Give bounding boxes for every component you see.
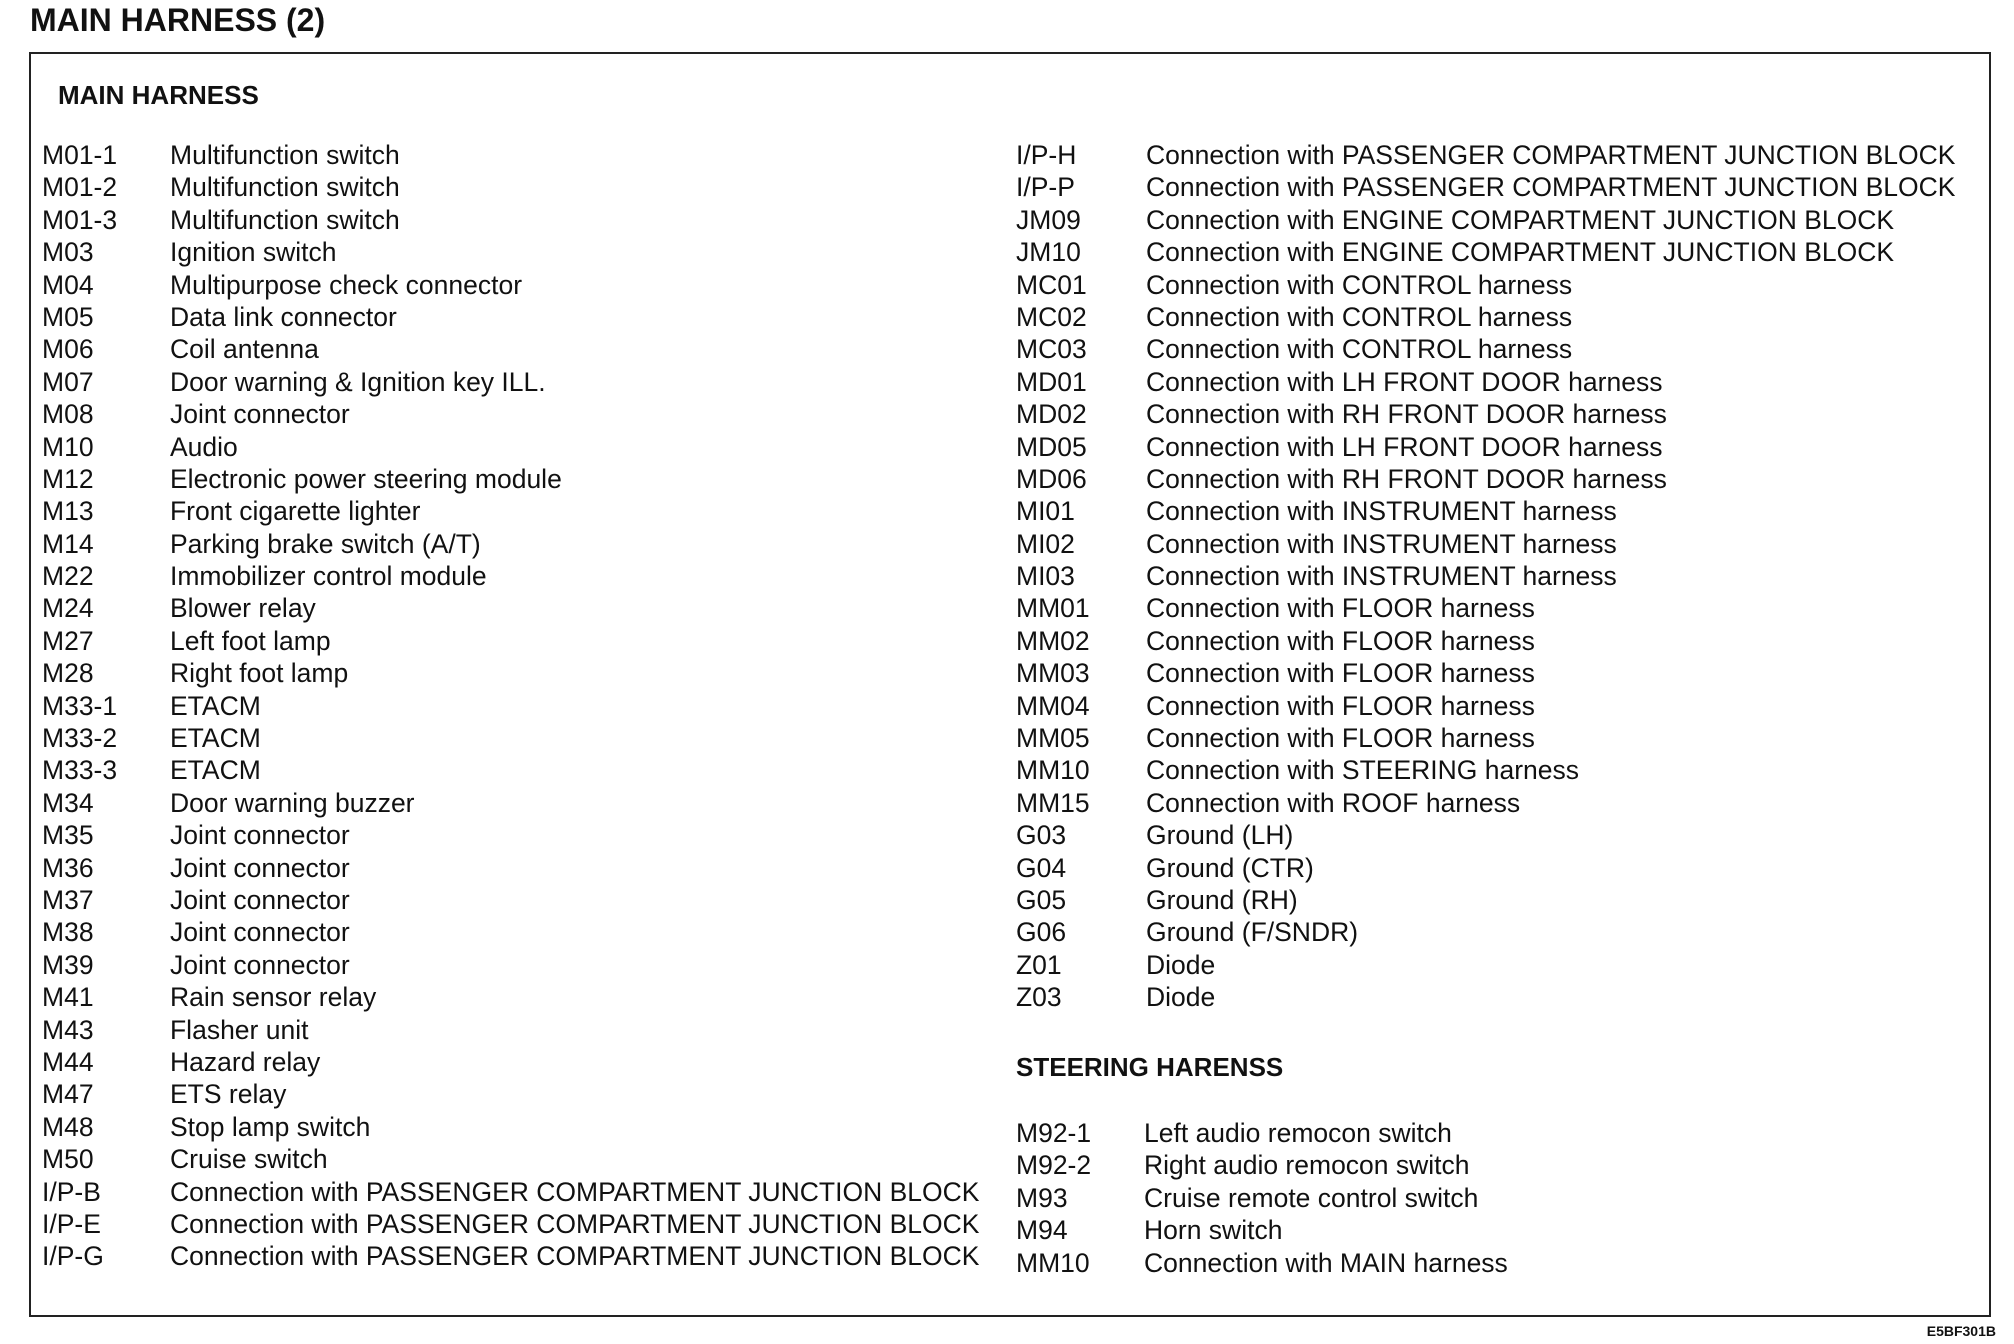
connector-code: M14 (42, 528, 94, 559)
connector-description: Multifunction switch (170, 172, 400, 203)
connector-code: M92-1 (1016, 1118, 1092, 1148)
connector-code: Z01 (1016, 949, 1062, 980)
connector-description: Connection with ENGINE COMPARTMENT JUNCTION BLOCK (1146, 204, 1895, 235)
connector-row (1016, 884, 1986, 916)
connector-description: Connection with CONTROL harness (1146, 334, 1573, 365)
connector-code: M07 (42, 366, 94, 397)
connector-row (42, 269, 1002, 301)
connector-description: Connection with LH FRONT DOOR harness (1146, 366, 1663, 397)
connector-code: MM10 (1016, 1247, 1090, 1278)
connector-code: M03 (42, 237, 94, 268)
connector-code: M94 (1016, 1215, 1068, 1246)
connector-code: M33-1 (42, 690, 118, 721)
connector-row (1016, 949, 1986, 981)
connector-row (42, 301, 1002, 333)
main-harness-list-right (1016, 139, 1986, 1014)
connector-code: MC01 (1016, 269, 1087, 300)
connector-code: M06 (42, 334, 94, 365)
connector-code: I/P-P (1016, 172, 1075, 203)
connector-row (1016, 754, 1986, 786)
connector-code: M37 (42, 884, 94, 915)
connector-description: Connection with MAIN harness (1144, 1247, 1508, 1278)
connector-description: Door warning & Ignition key ILL. (170, 366, 546, 397)
connector-description: Connection with FLOOR harness (1146, 690, 1535, 721)
connector-code: M33-2 (42, 723, 118, 754)
connector-row (42, 852, 1002, 884)
connector-code: M39 (42, 949, 94, 980)
connector-code: M04 (42, 269, 94, 300)
connector-row (42, 139, 1002, 171)
connector-code: M22 (42, 561, 94, 592)
connector-description: Connection with STEERING harness (1146, 755, 1580, 786)
connector-description: Connection with FLOOR harness (1146, 723, 1535, 754)
connector-description: Connection with PASSENGER COMPARTMENT JUNCTION BLOCK (1146, 172, 1956, 203)
connector-code: M24 (42, 593, 94, 624)
connector-description: Left audio remocon switch (1144, 1118, 1452, 1148)
connector-description: Joint connector (170, 399, 350, 430)
connector-description: Coil antenna (170, 334, 319, 365)
connector-code: M13 (42, 496, 94, 527)
connector-code: MM02 (1016, 625, 1090, 656)
connector-row (1016, 981, 1986, 1013)
connector-description: Ground (RH) (1146, 884, 1298, 915)
connector-row (42, 657, 1002, 689)
connector-row (42, 236, 1002, 268)
connector-row (1016, 852, 1986, 884)
connector-row (1016, 560, 1986, 592)
connector-description: ETACM (170, 755, 261, 786)
connector-row (1016, 1182, 1716, 1214)
connector-code: M92-2 (1016, 1150, 1092, 1181)
connector-row (1016, 1149, 1716, 1181)
connector-code: M12 (42, 463, 94, 494)
connector-description: Right foot lamp (170, 658, 349, 689)
connector-description: Joint connector (170, 820, 350, 851)
connector-description: Hazard relay (170, 1046, 321, 1077)
connector-row (1016, 592, 1986, 624)
connector-description: ETS relay (170, 1079, 287, 1110)
connector-description: Connection with PASSENGER COMPARTMENT JUNCTION BLOCK (170, 1208, 980, 1239)
connector-row (1016, 690, 1986, 722)
connector-code: M08 (42, 399, 94, 430)
connector-row (1016, 366, 1986, 398)
page-title: MAIN HARNESS (2) (30, 2, 326, 38)
connector-description: Stop lamp switch (170, 1111, 371, 1142)
connector-row (42, 722, 1002, 754)
connector-row (1016, 431, 1986, 463)
connector-description: Data link connector (170, 301, 397, 332)
connector-row (42, 884, 1002, 916)
connector-row (1016, 1214, 1716, 1246)
connector-description: Multifunction switch (170, 140, 400, 170)
connector-description: Parking brake switch (A/T) (170, 528, 481, 559)
connector-code: MD06 (1016, 463, 1087, 494)
connector-description: Blower relay (170, 593, 316, 624)
connector-code: MM01 (1016, 593, 1090, 624)
connector-description: Connection with CONTROL harness (1146, 301, 1573, 332)
connector-row (1016, 657, 1986, 689)
connector-description: Ignition switch (170, 237, 337, 268)
connector-row (42, 1014, 1002, 1046)
connector-row (1016, 463, 1986, 495)
connector-code: I/P-B (42, 1176, 101, 1207)
connector-code: M48 (42, 1111, 94, 1142)
connector-description: Connection with FLOOR harness (1146, 625, 1535, 656)
connector-code: M28 (42, 658, 94, 689)
connector-row (1016, 819, 1986, 851)
connector-code: MD02 (1016, 399, 1087, 430)
connector-description: Joint connector (170, 852, 350, 883)
connector-row (42, 592, 1002, 624)
connector-description: Multifunction switch (170, 204, 400, 235)
connector-code: M01-3 (42, 204, 118, 235)
connector-row (42, 916, 1002, 948)
connector-description: Connection with INSTRUMENT harness (1146, 528, 1617, 559)
main-harness-list-left (42, 139, 1002, 1273)
connector-code: M35 (42, 820, 94, 851)
connector-description: Left foot lamp (170, 625, 331, 656)
connector-code: M33-3 (42, 755, 118, 786)
connector-code: MC03 (1016, 334, 1087, 365)
connector-code: MC02 (1016, 301, 1087, 332)
connector-row (42, 398, 1002, 430)
connector-row (42, 1111, 1002, 1143)
connector-code: G05 (1016, 884, 1067, 915)
connector-description: Connection with RH FRONT DOOR harness (1146, 463, 1667, 494)
connector-description: Rain sensor relay (170, 982, 377, 1013)
connector-description: Cruise switch (170, 1144, 328, 1175)
connector-row (42, 754, 1002, 786)
connector-description: Connection with ROOF harness (1146, 787, 1521, 818)
connector-code: I/P-H (1016, 140, 1077, 170)
connector-code: MD05 (1016, 431, 1087, 462)
connector-row (1016, 398, 1986, 430)
connector-row (42, 463, 1002, 495)
connector-description: Connection with FLOOR harness (1146, 593, 1535, 624)
connector-description: ETACM (170, 690, 261, 721)
connector-description: Front cigarette lighter (170, 496, 421, 527)
connector-description: Joint connector (170, 884, 350, 915)
connector-description: Connection with ENGINE COMPARTMENT JUNCTION BLOCK (1146, 237, 1895, 268)
connector-description: Door warning buzzer (170, 787, 415, 818)
connector-description: Connection with PASSENGER COMPARTMENT JUNCTION BLOCK (170, 1241, 980, 1272)
connector-row (42, 625, 1002, 657)
figure-code: E5BF301B (1926, 1323, 1996, 1339)
connector-row (1016, 1247, 1716, 1279)
connector-row (42, 495, 1002, 527)
connector-description: Diode (1146, 982, 1216, 1013)
connector-row (42, 171, 1002, 203)
connector-code: JM09 (1016, 204, 1081, 235)
connector-description: Joint connector (170, 949, 350, 980)
connector-row (42, 981, 1002, 1013)
connector-code: MM03 (1016, 658, 1090, 689)
connector-description: Multipurpose check connector (170, 269, 523, 300)
connector-row (1016, 139, 1986, 171)
connector-code: I/P-G (42, 1241, 104, 1272)
connector-description: Connection with INSTRUMENT harness (1146, 496, 1617, 527)
connector-code: M34 (42, 787, 94, 818)
connector-description: Connection with INSTRUMENT harness (1146, 561, 1617, 592)
connector-row (42, 690, 1002, 722)
connector-code: MI02 (1016, 528, 1075, 559)
connector-code: G03 (1016, 820, 1067, 851)
connector-row (42, 366, 1002, 398)
connector-description: Cruise remote control switch (1144, 1182, 1479, 1213)
connector-description: Ground (F/SNDR) (1146, 917, 1359, 948)
connector-code: M36 (42, 852, 94, 883)
connector-row (42, 1046, 1002, 1078)
connector-code: Z03 (1016, 982, 1062, 1013)
connector-code: M41 (42, 982, 94, 1013)
connector-description: Connection with LH FRONT DOOR harness (1146, 431, 1663, 462)
connector-code: M43 (42, 1014, 94, 1045)
connector-row (42, 1078, 1002, 1110)
connector-description: ETACM (170, 723, 261, 754)
connector-row (1016, 301, 1986, 333)
connector-code: M50 (42, 1144, 94, 1175)
connector-row (42, 1176, 1002, 1208)
connector-description: Joint connector (170, 917, 350, 948)
connector-code: M10 (42, 431, 94, 462)
connector-description: Immobilizer control module (170, 561, 487, 592)
connector-row (1016, 722, 1986, 754)
connector-code: MM15 (1016, 787, 1090, 818)
connector-row (1016, 333, 1986, 365)
connector-description: Right audio remocon switch (1144, 1150, 1470, 1181)
connector-code: JM10 (1016, 237, 1081, 268)
connector-row (1016, 528, 1986, 560)
connector-code: M27 (42, 625, 94, 656)
connector-description: Connection with PASSENGER COMPARTMENT JUNCTION BLOCK (1146, 140, 1956, 170)
connector-code: MM10 (1016, 755, 1090, 786)
connector-row (1016, 171, 1986, 203)
connector-row (1016, 236, 1986, 268)
connector-row (42, 1208, 1002, 1240)
connector-code: G06 (1016, 917, 1067, 948)
connector-description: Connection with RH FRONT DOOR harness (1146, 399, 1667, 430)
connector-row (42, 560, 1002, 592)
connector-code: M44 (42, 1046, 94, 1077)
connector-code: G04 (1016, 852, 1067, 883)
connector-row (42, 528, 1002, 560)
steering-harness-heading: STEERING HARENSS (1016, 1052, 1284, 1082)
connector-row (1016, 1117, 1716, 1149)
connector-row (42, 1240, 1002, 1272)
connector-description: Diode (1146, 949, 1216, 980)
connector-description: Connection with PASSENGER COMPARTMENT JUNCTION BLOCK (170, 1176, 980, 1207)
connector-code: M93 (1016, 1182, 1068, 1213)
connector-row (1016, 916, 1986, 948)
connector-row (42, 949, 1002, 981)
connector-description: Horn switch (1144, 1215, 1283, 1246)
connector-row (1016, 204, 1986, 236)
connector-row (42, 787, 1002, 819)
main-harness-heading: MAIN HARNESS (58, 80, 259, 110)
connector-description: Electronic power steering module (170, 463, 562, 494)
connector-row (1016, 269, 1986, 301)
connector-code: MD01 (1016, 366, 1087, 397)
connector-row (42, 1143, 1002, 1175)
connector-code: M01-1 (42, 140, 118, 170)
connector-row (42, 204, 1002, 236)
connector-code: M01-2 (42, 172, 118, 203)
connector-row (1016, 625, 1986, 657)
connector-description: Audio (170, 431, 238, 462)
connector-description: Ground (LH) (1146, 820, 1294, 851)
connector-description: Connection with CONTROL harness (1146, 269, 1573, 300)
connector-code: MI01 (1016, 496, 1075, 527)
connector-row (1016, 787, 1986, 819)
steering-harness-list (1016, 1117, 1716, 1279)
connector-description: Ground (CTR) (1146, 852, 1314, 883)
connector-description: Flasher unit (170, 1014, 309, 1045)
connector-code: MI03 (1016, 561, 1075, 592)
connector-code: M47 (42, 1079, 94, 1110)
connector-code: MM05 (1016, 723, 1090, 754)
connector-row (42, 431, 1002, 463)
connector-code: MM04 (1016, 690, 1090, 721)
connector-code: M05 (42, 301, 94, 332)
connector-row (42, 333, 1002, 365)
connector-row (1016, 495, 1986, 527)
connector-code: I/P-E (42, 1208, 101, 1239)
connector-description: Connection with FLOOR harness (1146, 658, 1535, 689)
connector-code: M38 (42, 917, 94, 948)
connector-row (42, 819, 1002, 851)
